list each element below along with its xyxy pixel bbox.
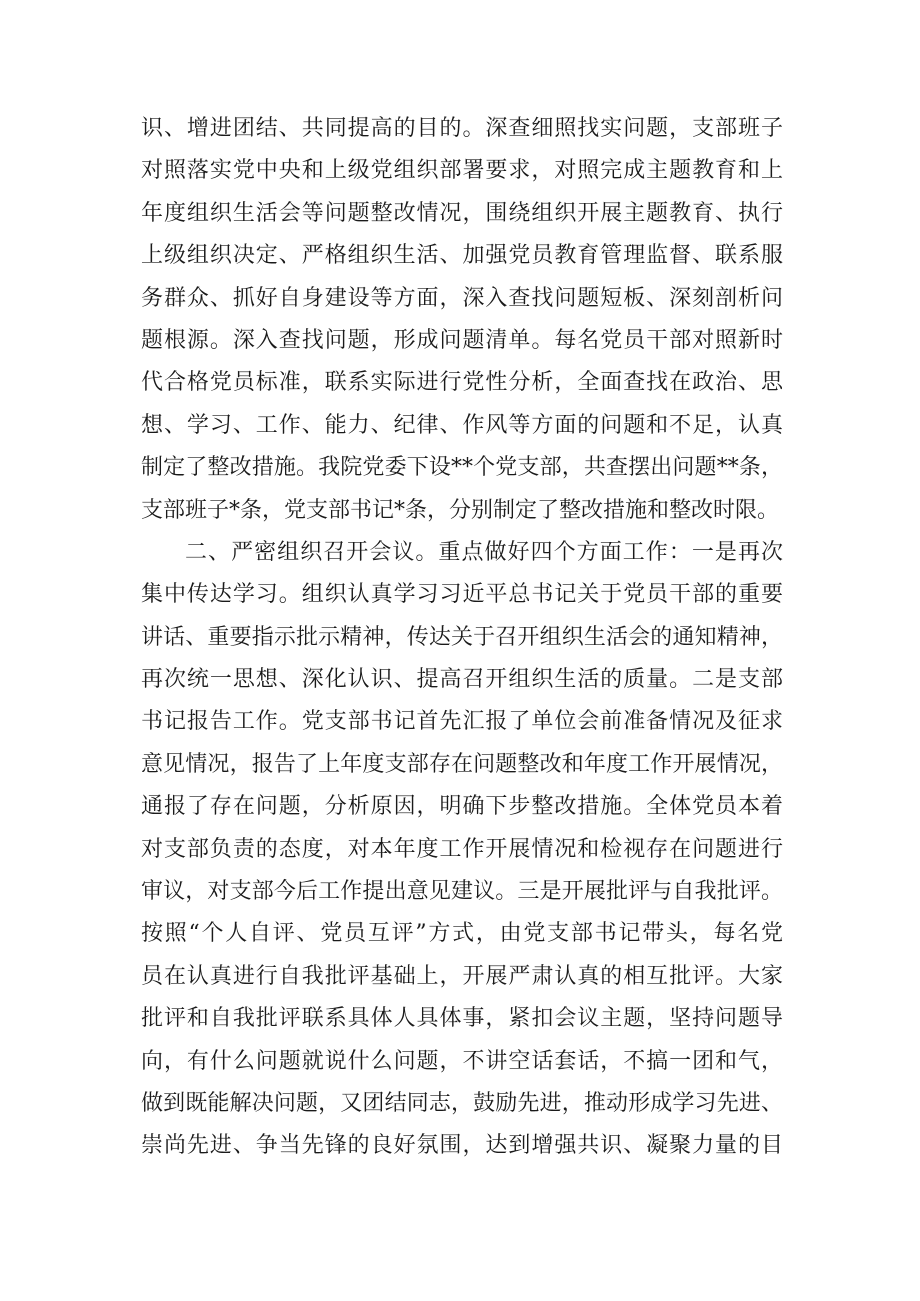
text-line-2: 对照落实党中央和上级党组织部署要求，对照完成主题教育和上 <box>141 158 783 184</box>
text-line-25: 崇尚先进、争当先锋的良好氛围，达到增强共识、凝聚力量的目 <box>141 1133 783 1159</box>
text-line-20: 按照“个人自评、党员互评”方式，由党支部书记带头，每名党 <box>141 921 783 947</box>
text-line-24: 做到既能解决问题，又团结同志，鼓励先进，推动形成学习先进、 <box>141 1090 783 1116</box>
text-line-19: 审议，对支部今后工作提出意见建议。三是开展批评与自我批评。 <box>141 879 783 905</box>
text-line-10: 支部班子*条，党支部书记*条，分别制定了整改措施和整改时限。 <box>141 497 780 523</box>
text-line-11: 二、严密组织召开会议。重点做好四个方面工作：一是再次 <box>185 539 783 565</box>
text-line-23: 向，有什么问题就说什么问题，不讲空话套话，不搞一团和气， <box>141 1048 783 1074</box>
text-line-4: 上级组织决定、严格组织生活、加强党员教育管理监督、联系服 <box>141 243 783 269</box>
text-line-14: 再次统一思想、深化认识、提高召开组织生活的质量。二是支部 <box>141 667 783 693</box>
text-line-12: 集中传达学习。组织认真学习习近平总书记关于党员干部的重要 <box>141 582 783 608</box>
text-line-9: 制定了整改措施。我院党委下设**个党支部，共查摆出问题**条， <box>141 455 783 481</box>
text-line-17: 通报了存在问题，分析原因，明确下步整改措施。全体党员本着 <box>141 794 783 820</box>
text-line-15: 书记报告工作。党支部书记首先汇报了单位会前准备情况及征求 <box>141 709 783 735</box>
text-line-6: 题根源。深入查找问题，形成问题清单。每名党员干部对照新时 <box>141 327 783 353</box>
text-line-8: 想、学习、工作、能力、纪律、作风等方面的问题和不足，认真 <box>141 412 783 438</box>
text-line-7: 代合格党员标准，联系实际进行党性分析，全面查找在政治、思 <box>141 370 783 396</box>
text-line-21: 员在认真进行自我批评基础上，开展严肃认真的相互批评。大家 <box>141 963 783 989</box>
text-line-3: 年度组织生活会等问题整改情况，围绕组织开展主题教育、执行 <box>141 200 783 226</box>
text-line-13: 讲话、重要指示批示精神，传达关于召开组织生活会的通知精神， <box>141 624 783 650</box>
text-line-22: 批评和自我批评联系具体人具体事，紧扣会议主题，坚持问题导 <box>141 1006 783 1032</box>
text-line-18: 对支部负责的态度，对本年度工作开展情况和检视存在问题进行 <box>141 836 783 862</box>
body-text <box>141 108 783 1168</box>
text-line-1: 识、增进团结、共同提高的目的。深查细照找实问题，支部班子 <box>141 116 783 141</box>
text-line-5: 务群众、抓好自身建设等方面，深入查找问题短板、深刻剖析问 <box>141 285 783 311</box>
text-line-16: 意见情况，报告了上年度支部存在问题整改和年度工作开展情况， <box>141 751 783 777</box>
